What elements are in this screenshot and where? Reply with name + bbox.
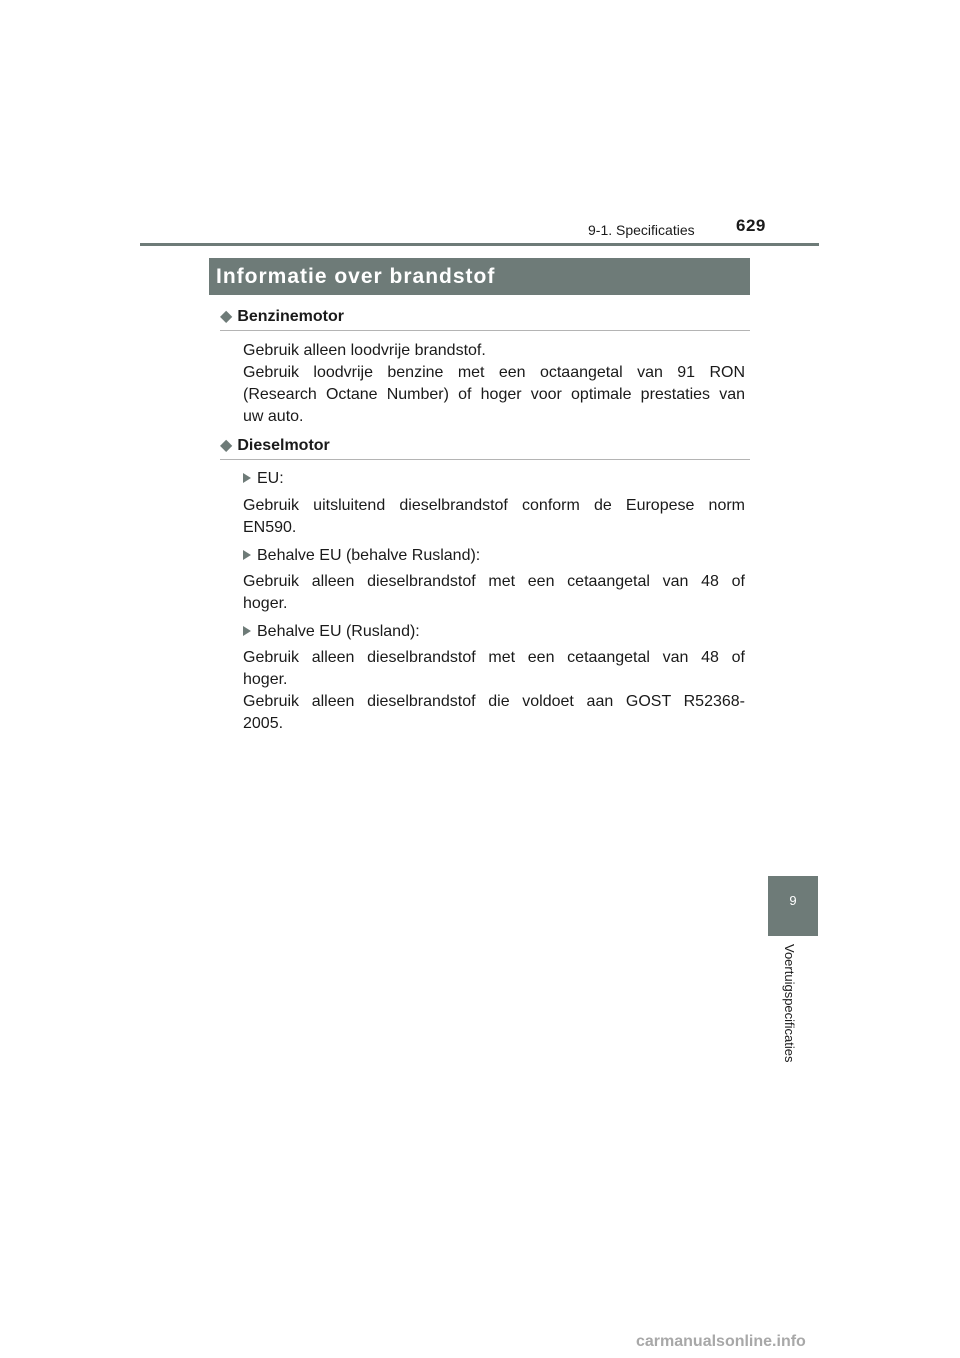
petrol-paragraph xyxy=(243,340,745,428)
text-line: Gebruik alleen dieselbrandstof die voldoet aan GOST R52368- xyxy=(243,693,745,710)
triangle-bullet-icon xyxy=(243,473,251,483)
bullet-russia-label: Behalve EU (Rusland): xyxy=(257,623,420,640)
text-line: Gebruik alleen loodvrije brandstof. xyxy=(243,342,486,359)
subheading-petrol xyxy=(220,306,750,331)
bullet-eu-label: EU: xyxy=(257,470,284,487)
text-line: Gebruik loodvrije benzine met een octaangetal van 91 RON xyxy=(243,364,745,381)
header-rule xyxy=(140,243,819,246)
bullet-eu xyxy=(243,468,284,490)
page-number: 629 xyxy=(736,216,766,235)
page-title: Informatie over brandstof xyxy=(209,258,750,295)
subheading-diesel xyxy=(220,435,750,460)
bullet-non-eu xyxy=(243,545,480,567)
text-line: uw auto. xyxy=(243,408,304,425)
text-line: Gebruik uitsluitend dieselbrandstof conform de Europese norm xyxy=(243,497,745,514)
triangle-bullet-icon xyxy=(243,626,251,636)
bullet-russia xyxy=(243,621,420,643)
section-label: 9-1. Specificaties xyxy=(588,222,695,238)
chapter-tab[interactable]: 9 xyxy=(768,876,818,936)
subheading-diesel-label: Dieselmotor xyxy=(237,437,330,454)
bullet-non-eu-label: Behalve EU (behalve Rusland): xyxy=(257,547,481,564)
triangle-bullet-icon xyxy=(243,550,251,560)
subheading-petrol-label: Benzinemotor xyxy=(237,308,344,325)
text-line: hoger. xyxy=(243,671,288,688)
watermark: carmanualsonline.info xyxy=(636,1333,806,1350)
eu-paragraph xyxy=(243,495,745,539)
chapter-title-label: Voertuigspecificaties xyxy=(782,944,797,1063)
russia-paragraph xyxy=(243,647,745,735)
text-line: Gebruik alleen dieselbrandstof met een cetaangetal van 48 of xyxy=(243,649,745,666)
diamond-icon: ◆ xyxy=(220,308,233,325)
diamond-icon: ◆ xyxy=(220,437,233,454)
text-line: hoger. xyxy=(243,595,288,612)
text-line: EN590. xyxy=(243,519,297,536)
text-line: (Research Octane Number) of hoger voor optimale prestaties van xyxy=(243,386,745,403)
text-line: Gebruik alleen dieselbrandstof met een cetaangetal van 48 of xyxy=(243,573,745,590)
chapter-title xyxy=(782,944,804,1084)
non-eu-paragraph xyxy=(243,571,745,615)
text-line: 2005. xyxy=(243,715,284,732)
